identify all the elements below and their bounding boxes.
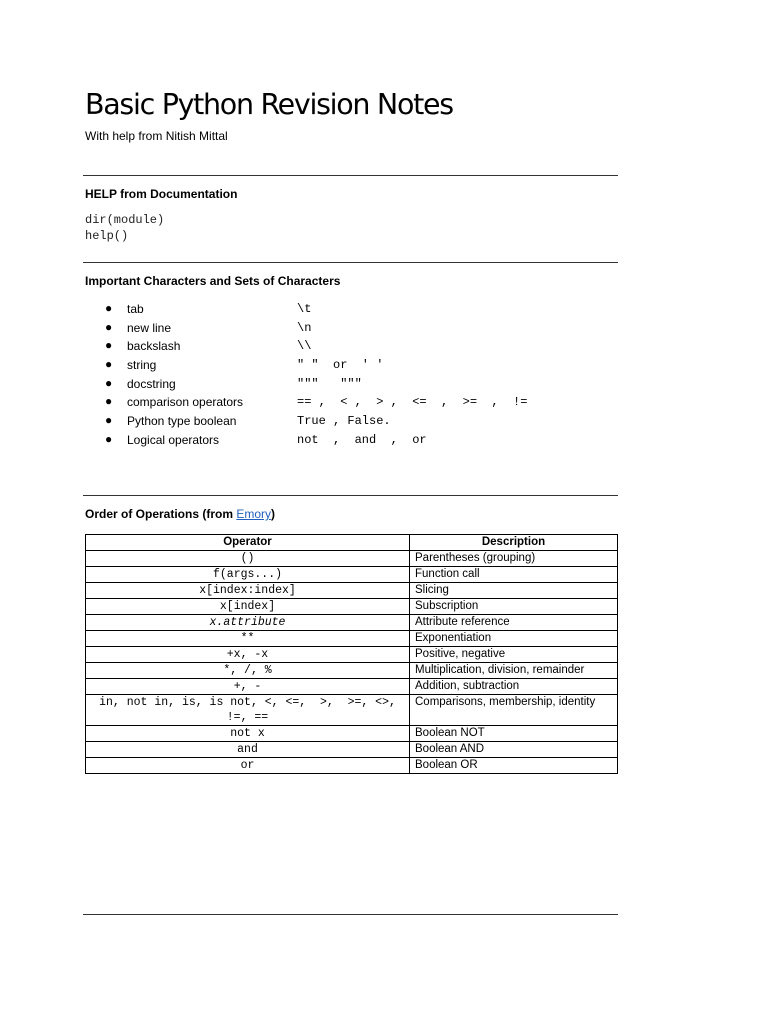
operator-cell: f(args...)	[86, 567, 410, 583]
description-cell: Attribute reference	[410, 615, 618, 631]
table-row	[86, 599, 618, 615]
table-row	[86, 742, 618, 758]
section-divider	[83, 495, 618, 496]
bullet-icon: ●	[105, 375, 113, 390]
bullet-icon: ●	[105, 338, 113, 353]
description-cell: Parentheses (grouping)	[410, 551, 618, 567]
operator-cell: +x, -x	[86, 647, 410, 663]
operator-cell: not x	[86, 726, 410, 742]
char-label: backslash	[127, 339, 181, 354]
char-value: == , < , > , <= , >= , !=	[297, 395, 528, 410]
table-row	[86, 663, 618, 679]
description-cell: Multiplication, division, remainder	[410, 663, 618, 679]
char-label: docstring	[127, 376, 176, 391]
operator-cell: x[index:index]	[86, 583, 410, 599]
char-label: new line	[127, 320, 172, 335]
bullet-icon: ●	[105, 357, 113, 372]
table-row	[86, 551, 618, 567]
bullet-icon: ●	[105, 301, 113, 315]
bullet-icon: ●	[105, 319, 113, 334]
table-row	[86, 631, 618, 647]
bullet-icon: ●	[105, 394, 113, 409]
char-label: comparison operators	[127, 395, 244, 410]
char-value: """ """	[297, 376, 362, 391]
page-subtitle: With help from Nitish Mittal	[85, 129, 228, 143]
operator-cell: x.attribute	[86, 615, 410, 631]
bullet-icon: ●	[105, 431, 113, 446]
table-row	[86, 615, 618, 631]
list-item	[85, 299, 618, 318]
table-row	[86, 726, 618, 742]
description-cell: Positive, negative	[410, 647, 618, 663]
order-section-heading	[85, 507, 275, 521]
char-label: tab	[127, 302, 144, 316]
list-item	[85, 411, 618, 430]
operator-cell: in, not in, is, is not, <, <=, >, >=, <>, !=, ==	[86, 695, 410, 726]
char-label: string	[127, 358, 157, 373]
description-cell: Comparisons, membership, identity	[410, 695, 618, 726]
description-cell: Exponentiation	[410, 631, 618, 647]
description-cell: Slicing	[410, 583, 618, 599]
help-code-line-help: help()	[85, 229, 129, 243]
list-item	[85, 318, 618, 337]
section-divider	[83, 175, 618, 176]
order-of-operations-table	[85, 534, 618, 774]
list-item	[85, 336, 618, 355]
operator-cell: +, -	[86, 679, 410, 695]
order-heading-prefix: Order of Operations (from	[85, 507, 237, 521]
chars-section-heading: Important Characters and Sets of Characters	[85, 274, 341, 288]
list-item	[85, 430, 618, 449]
description-cell: Boolean OR	[410, 758, 618, 774]
description-cell: Subscription	[410, 599, 618, 615]
char-value: \t	[297, 302, 312, 316]
chars-bullet-list	[85, 299, 618, 449]
section-divider	[83, 262, 618, 263]
table-row	[86, 679, 618, 695]
char-label: Python type boolean	[127, 414, 237, 429]
char-value: \n	[297, 320, 312, 335]
table-header-row	[86, 535, 618, 551]
help-code-line-dir: dir(module)	[85, 213, 165, 227]
operator-cell: or	[86, 758, 410, 774]
list-item	[85, 374, 618, 393]
description-cell: Addition, subtraction	[410, 679, 618, 695]
table-row	[86, 695, 618, 726]
help-section-heading: HELP from Documentation	[85, 187, 238, 201]
bullet-icon: ●	[105, 413, 113, 428]
description-column-header: Description	[410, 535, 618, 551]
table-row	[86, 758, 618, 774]
table-row	[86, 583, 618, 599]
char-value: not , and , or	[297, 432, 427, 447]
order-heading-suffix: )	[271, 507, 276, 521]
description-cell: Boolean NOT	[410, 726, 618, 742]
char-label: Logical operators	[127, 432, 220, 447]
operator-cell: *, /, %	[86, 663, 410, 679]
description-cell: Function call	[410, 567, 618, 583]
operator-cell: and	[86, 742, 410, 758]
char-value: True , False.	[297, 414, 391, 429]
list-item	[85, 392, 618, 411]
char-value: " " or ' '	[297, 358, 384, 373]
table-row	[86, 647, 618, 663]
operator-cell: ()	[86, 551, 410, 567]
char-value: \\	[297, 339, 312, 354]
table-row	[86, 567, 618, 583]
description-cell: Boolean AND	[410, 742, 618, 758]
emory-link[interactable]: Emory	[236, 507, 272, 521]
section-divider	[83, 914, 618, 915]
operator-cell: x[index]	[86, 599, 410, 615]
operator-column-header: Operator	[86, 535, 410, 551]
list-item	[85, 355, 618, 374]
page-title: Basic Python Revision Notes	[85, 88, 453, 121]
operator-cell: **	[86, 631, 410, 647]
